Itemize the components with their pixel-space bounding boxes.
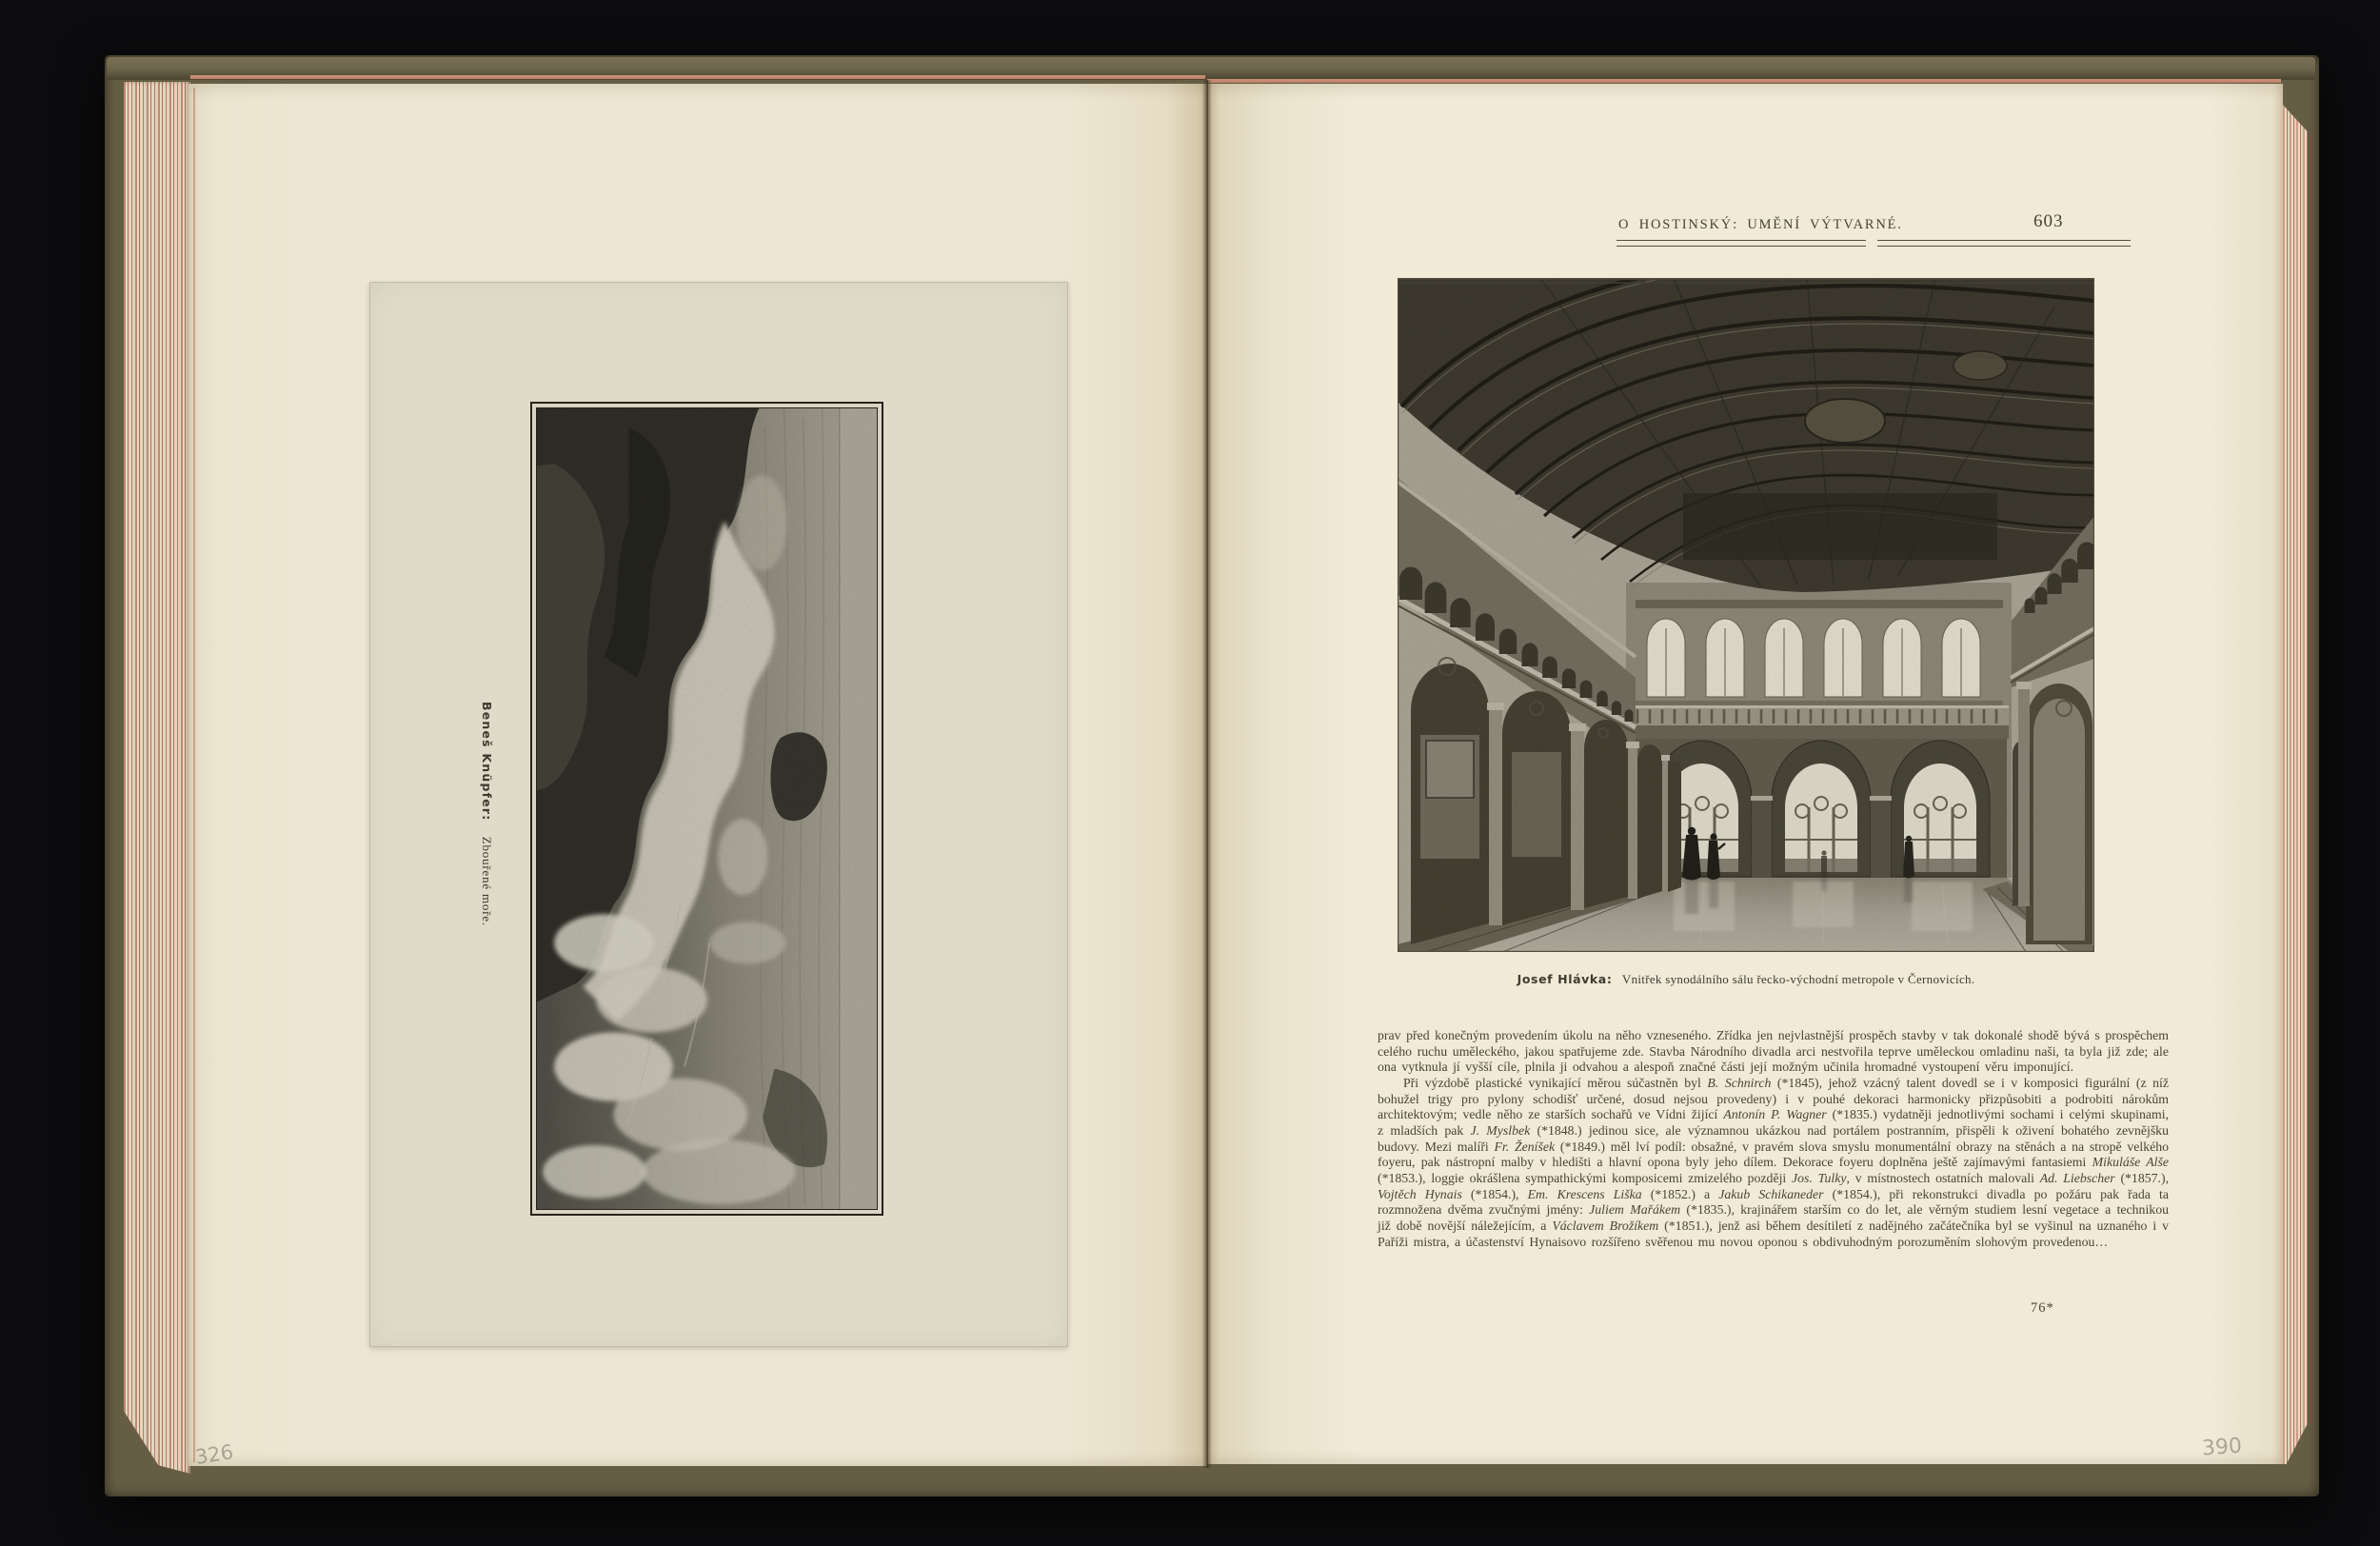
page-edges-left [124,82,190,1474]
figure-caption [1398,972,2094,987]
header-rule-left [1616,240,1866,247]
figure-caption-title: Vnitřek synodálního sálu řecko-východní metropole v Černovicích. [1621,972,1975,986]
pencil-mark-left: 326 [193,1440,235,1469]
plate-caption [479,702,494,987]
paragraph-2: Při výzdobě plastické vynikající měrou súčastněn byl B. Schnirch (*1845), jehož vzácný talent dovedl se i v komposici figurální (z níž bohužel trigy pro pylony schodišť určené, dosud nejsou provedeny) i v pouhé dekoraci harmonicky přizpůsobiti a podrobiti nárokům architektovým; vedle něho ze starších sochařů ve Vídni žijící Antonín P. Wagner (*1835.) vydatněji jednotlivými sochami i celými skupinami, z mladších pak J. Myslbek (*1848.) jedinou sice, ale významnou ukázkou nad portálem postranním, přispěli k oživení bohatého zevnějšku budovy. Mezi malíři Fr. Ženíšek (*1849.) měl lví podíl: obsažné, v pravém slova smyslu monumentální obrazy na stěnách a na stropě velkého foyeru, pak nástropní malby v hledišti a hlavní opona byly jeho dílem. Dekorace foyeru doplněna ještě zajímavými fantasiemi Mikuláše Alše (*1853.), loggie okrášlena sympathickými komposicemi zmizelého později Jos. Tulky, v místnostech ostatních malovali Ad. Liebscher (*1857.), Vojtěch Hynais (*1854.), Em. Krescens Liška (*1852.) a Jakub Schikaneder (*1854.), při rekonstrukci divadla po požáru pak řada ta rozmnožena dvěma zvučnými jmény: Juliem Mařákem (*1835.), krajinářem starším co do let, ale věrným studiem lesní vegetace a technikou již době novější náležejícím, a Václavem Brožíkem (*1851.), jenž asi během desítiletí z nadějného začátečníka byl se vyšinul na uznaného i v Paříži mistra, a účastenství Hynaisovo rozšířeno svěřenou mu novou oponou s obdivuhodným porozuměním slohovým provedenou… [1378,1075,2170,1249]
stormy-sea-photo-art [537,408,878,1210]
book-gutter [1202,80,1212,1468]
top-edge-line-right [1207,79,2281,83]
top-edge-line-left [190,75,1205,79]
printer-signature-mark: 76* [2031,1300,2054,1316]
plate-photo-frame [530,402,883,1216]
header-rule-right [1877,240,2131,247]
body-text [1378,1028,2169,1250]
figure-caption-artist: Josef Hlávka: [1517,972,1613,986]
running-header: O HOSTINSKÝ: UMĚNÍ VÝTVARNÉ. [1618,217,1903,232]
plate-photo [536,407,878,1210]
plate-caption-title: Zbouřené moře. [480,836,494,926]
page-edges-right [2283,105,2308,1464]
page-number: 603 [2033,211,2064,231]
plate-caption-artist: Beneš Knüpfer: [480,702,494,822]
pencil-mark-right: 390 [2201,1434,2243,1461]
hall-engraving-art [1398,278,2094,952]
paragraph-1: prav před konečným provedením úkolu na něho vzneseného. Zřídka jen nejvlastnější prospěch stavby v tak dokonalé shodě bývá s prospěchem celého ruchu uměleckého, jakou spatřujeme zde. Stavba Národního divadla arci nestvořila teprve uměleckou omladinu naši, ta byla již zde; ale ona vytknula jí vyšší cíle, plnila ji odvahou a alespoň značné části její možným učinila hromadné vystoupení věru imponující. [1378,1028,2169,1075]
edge-color-bleed-line [193,88,195,1462]
hall-engraving [1398,278,2094,952]
